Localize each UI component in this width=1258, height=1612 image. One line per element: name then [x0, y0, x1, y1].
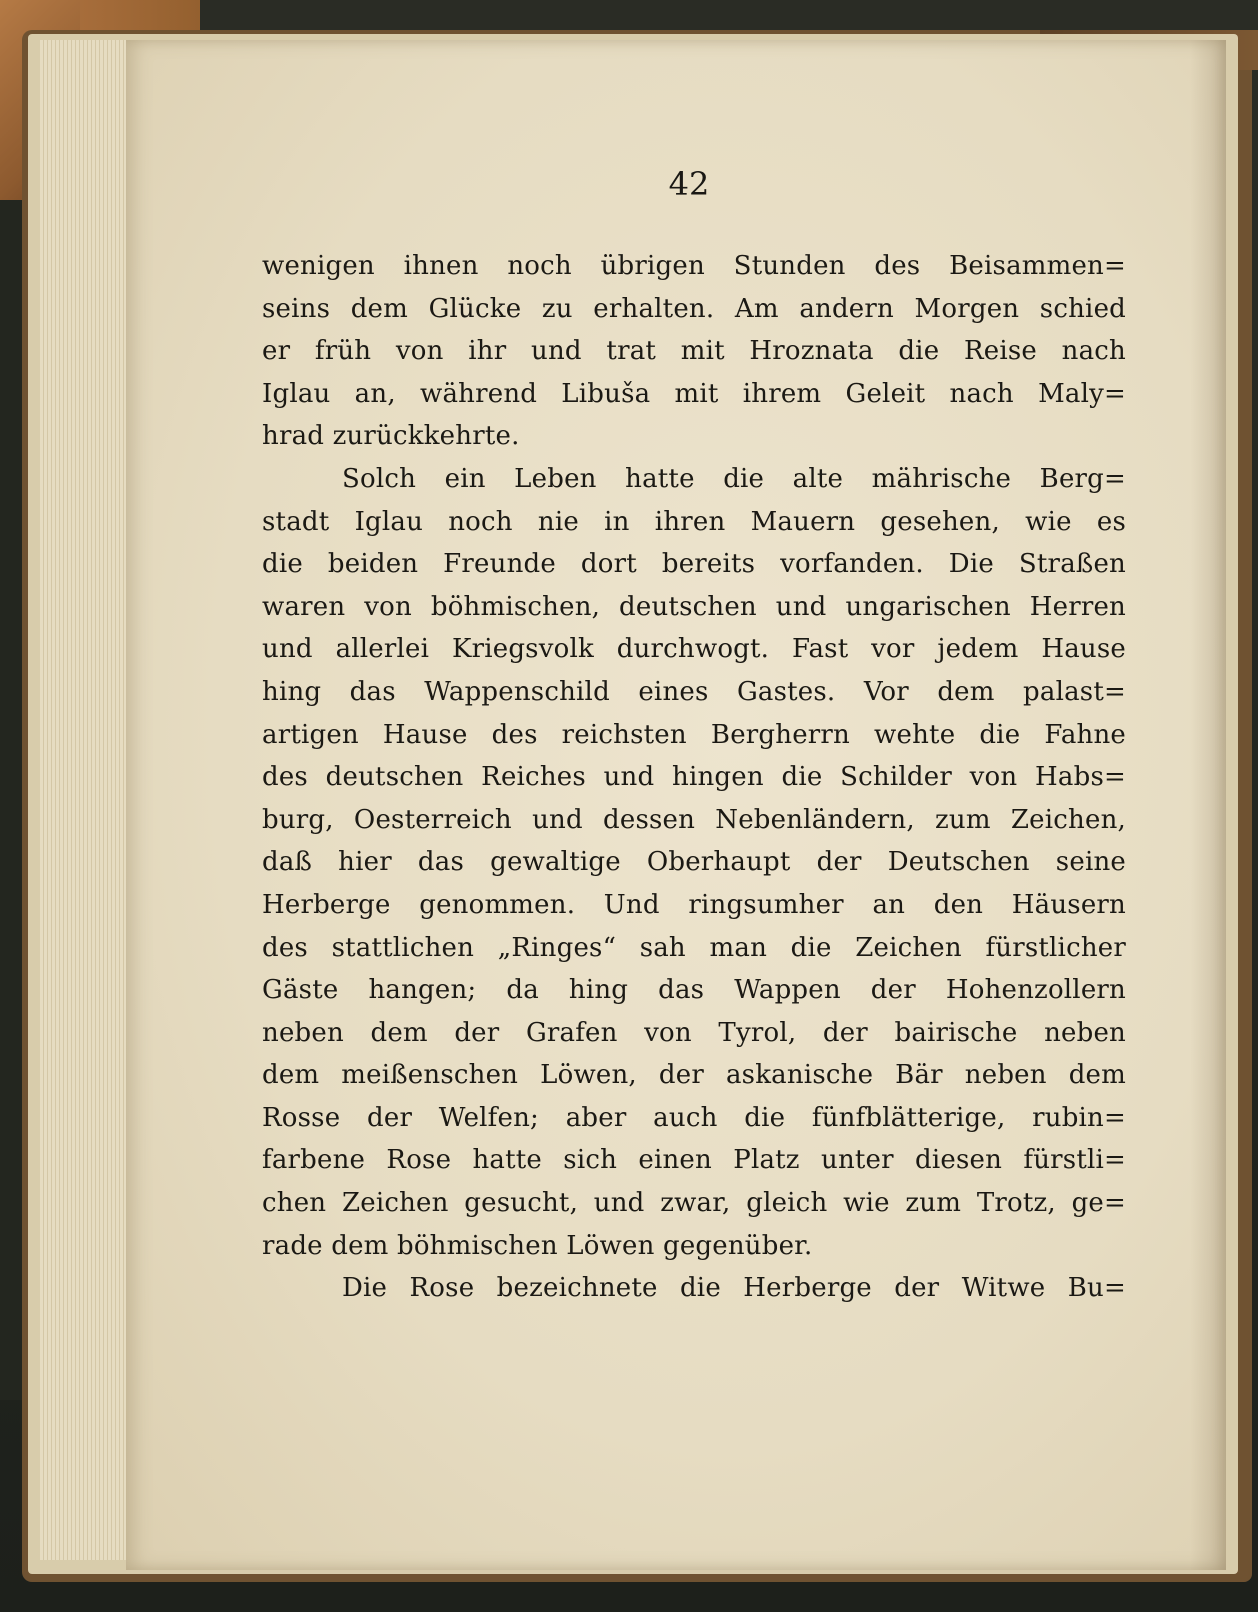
text-line: des stattlichen „Ringes“ sah man die Zeichen fürstlicher: [262, 932, 1126, 963]
text-line: des deutschen Reiches und hingen die Schilder von Habs=: [262, 762, 1126, 793]
stacked-page-edges: [40, 40, 132, 1560]
text-line: hrad zurückkehrte.: [262, 421, 520, 452]
text-line: neben dem der Grafen von Tyrol, der bairische neben: [262, 1017, 1126, 1048]
text-line: seins dem Glücke zu erhalten. Am andern Morgen schied: [262, 293, 1126, 324]
text-line: er früh von ihr und trat mit Hroznata die Reise nach: [262, 336, 1126, 367]
book-page: [126, 40, 1226, 1570]
text-line: die beiden Freunde dort bereits vorfanden. Die Straßen: [262, 549, 1126, 580]
text-line: Iglau an, während Libuša mit ihrem Geleit nach Maly=: [262, 378, 1126, 409]
text-line: Die Rose bezeichnete die Herberge der Witwe Bu=: [342, 1273, 1126, 1304]
page-number: 42: [668, 165, 710, 203]
text-line: waren von böhmischen, deutschen und ungarischen Herren: [262, 591, 1126, 622]
text-line: artigen Hause des reichsten Bergherrn wehte die Fahne: [262, 719, 1126, 750]
text-line: Rosse der Welfen; aber auch die fünfblätterige, rubin=: [262, 1102, 1126, 1133]
text-line: und allerlei Kriegsvolk durchwogt. Fast vor jedem Hause: [262, 634, 1126, 665]
text-line: chen Zeichen gesucht, und zwar, gleich wie zum Trotz, ge=: [262, 1188, 1126, 1219]
text-line: dem meißenschen Löwen, der askanische Bär neben dem: [262, 1060, 1126, 1091]
text-line: wenigen ihnen noch übrigen Stunden des Beisammen=: [262, 251, 1126, 281]
text-line: Solch ein Leben hatte die alte mährische Berg=: [342, 463, 1126, 494]
text-line: rade dem böhmischen Löwen gegenüber.: [262, 1230, 813, 1261]
text-line: Herberge genommen. Und ringsumher an den Häusern: [262, 889, 1126, 920]
page-gutter-shadow: [1190, 40, 1226, 1570]
text-line: daß hier das gewaltige Oberhaupt der Deutschen seine: [262, 847, 1126, 878]
page-body-text: [262, 245, 1126, 1310]
text-line: stadt Iglau noch nie in ihren Mauern gesehen, wie es: [262, 506, 1126, 537]
text-line: hing das Wappenschild eines Gastes. Vor dem palast=: [262, 676, 1126, 707]
text-line: burg, Oesterreich und dessen Nebenländern, zum Zeichen,: [262, 804, 1126, 835]
text-line: farbene Rose hatte sich einen Platz unter diesen fürstli=: [262, 1145, 1126, 1176]
text-line: Gäste hangen; da hing das Wappen der Hohenzollern: [262, 975, 1126, 1006]
